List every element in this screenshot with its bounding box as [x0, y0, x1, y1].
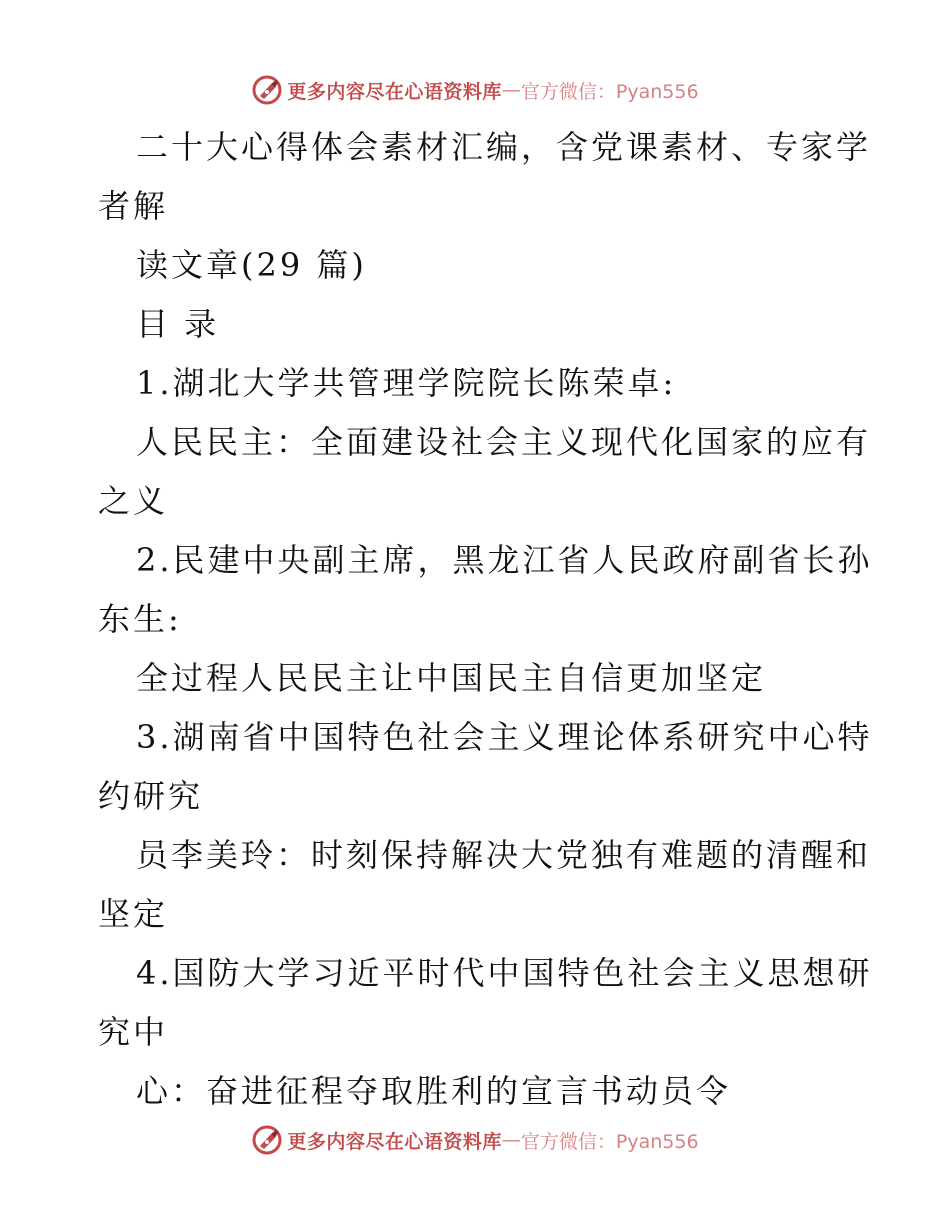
toc-item: 约研究 [98, 777, 204, 815]
header-watermark-banner [0, 70, 950, 110]
banner-wechat: 官方微信：Pyan556 [520, 1130, 699, 1153]
toc-item: 1.湖北大学共管理学院院长陈荣卓: [136, 364, 677, 402]
toc-item: 人民民主：全面建设社会主义现代化国家的应有 [136, 423, 872, 461]
banner-site-name: 更多内容尽在心语资料库 [287, 80, 502, 103]
pen-nib-logo-icon [251, 74, 283, 106]
banner-dash: — [501, 79, 521, 101]
toc-item: 4.国防大学习近平时代中国特色社会主义思想研 [136, 954, 873, 992]
doc-line: 者解 [98, 187, 169, 225]
doc-line: 读文章(29 篇) [136, 246, 367, 284]
toc-item: 员李美玲：时刻保持解决大党独有难题的清醒和 [136, 836, 872, 874]
toc-heading: 目 录 [136, 305, 220, 343]
banner-wechat: 官方微信：Pyan556 [520, 80, 699, 103]
toc-item: 东生: [98, 600, 182, 638]
banner-dash: — [501, 1129, 521, 1151]
banner-site-name: 更多内容尽在心语资料库 [287, 1130, 502, 1153]
doc-line: 二十大心得体会素材汇编，含党课素材、专家学 [136, 128, 872, 166]
pen-nib-logo-icon [251, 1124, 283, 1156]
toc-item: 之义 [98, 482, 169, 520]
toc-item: 究中 [98, 1013, 169, 1051]
toc-item: 全过程人民民主让中国民主自信更加坚定 [136, 659, 767, 697]
footer-watermark-banner [0, 1120, 950, 1160]
toc-item: 心：奋进征程夺取胜利的宣言书动员令 [136, 1072, 732, 1110]
toc-item: 2.民建中央副主席，黑龙江省人民政府副省长孙 [136, 541, 873, 579]
toc-item: 坚定 [98, 895, 169, 933]
toc-item: 3.湖南省中国特色社会主义理论体系研究中心特 [136, 718, 873, 756]
document-body [98, 118, 873, 1121]
